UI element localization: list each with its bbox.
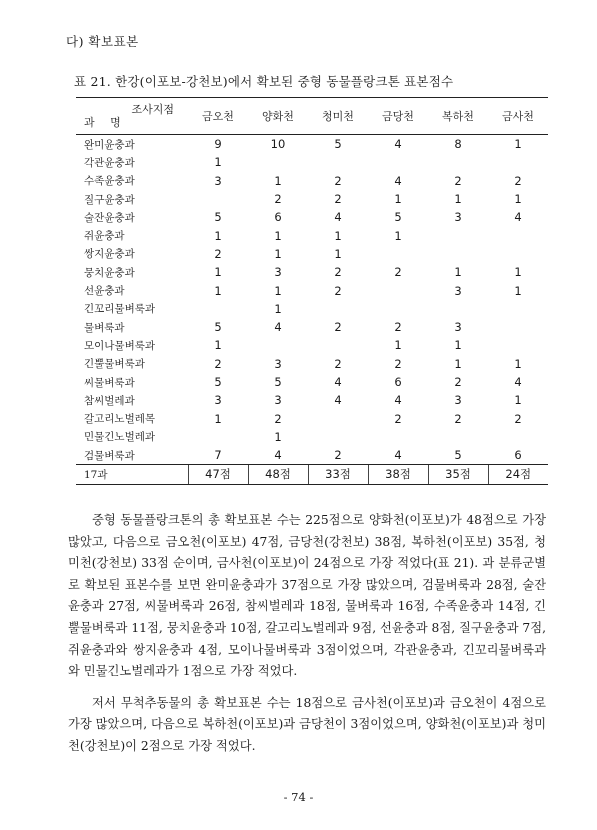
table-total-row <box>76 465 548 484</box>
body-text <box>68 510 546 758</box>
table-row <box>76 355 548 373</box>
count-cell: 1 <box>214 338 222 353</box>
count-cell: 6 <box>514 448 522 463</box>
count-cell: 2 <box>334 265 342 280</box>
count-cell: 2 <box>394 356 402 371</box>
count-cell: 2 <box>454 173 462 188</box>
column-header: 금오천 <box>188 98 248 135</box>
count-cell: 4 <box>514 375 522 389</box>
count-cell: 2 <box>274 192 282 207</box>
paragraph: 중형 동물플랑크톤의 총 확보표본 수는 225점으로 양화천(이포보)가 48점으로 가장 많았고, 다음으로 금오천(이포보) 47점, 금당천(강천보) 38점, 복하천(이포보) 35점, 청미천(강천보) 33점 순이며, 금사천(이포보)이 24점으로 가장 적었다(표 21). 과 분류군별로 확보된 표본수를 보면 완미윤충과가 37점으로 가장 많았으며, 검물벼룩과 28점, 술잔윤충과 27점, 씨물벼룩과 26점, 참씨벌레과 18점, 물벼룩과 16점, 수족윤충과 14점, 긴뿔물벼룩과 11점, 뭉치윤충과 10점, 갈고리노벌레과 9점, 선윤충과 8점, 질구윤충과 7점, 쥐윤충과와 쌍지윤충과 4점, 모이나물벼룩과 3점이었으며, 각관윤충과, 긴꼬리물벼룩과와 민물긴노벌레과가 1점으로 가장 적었다. <box>68 513 546 679</box>
table-row <box>76 336 548 354</box>
count-cell: 5 <box>214 320 222 335</box>
count-cell <box>488 226 548 244</box>
count-cell: 1 <box>214 228 222 243</box>
count-cell: 1 <box>514 265 522 280</box>
count-cell: 9 <box>214 137 222 152</box>
count-cell: 2 <box>514 173 522 188</box>
count-cell: 3 <box>454 210 462 225</box>
family-name-cell: 완미윤충과 <box>84 138 135 151</box>
family-name-cell: 술잔윤충과 <box>84 211 135 224</box>
total-label-cell: 17과 <box>76 465 188 484</box>
count-cell <box>188 190 248 208</box>
count-cell: 1 <box>514 137 522 152</box>
count-cell: 4 <box>394 173 402 188</box>
total-value-cell: 24점 <box>488 465 548 484</box>
count-cell: 1 <box>454 192 462 207</box>
count-cell <box>248 153 308 171</box>
count-cell: 10 <box>270 137 286 152</box>
count-cell: 1 <box>274 228 282 243</box>
count-cell: 2 <box>334 173 342 188</box>
corner-header-site: 조사지점 <box>131 103 174 116</box>
count-cell: 2 <box>214 246 222 261</box>
count-cell: 1 <box>514 356 522 371</box>
count-cell: 2 <box>214 356 222 371</box>
family-name-cell: 쌍지윤충과 <box>84 248 135 261</box>
family-name-cell: 모이나물벼룩과 <box>84 339 156 352</box>
count-cell: 3 <box>274 356 282 371</box>
table-row <box>76 190 548 208</box>
count-cell <box>188 300 248 318</box>
table-row <box>76 428 548 446</box>
family-name-cell: 씨물벼룩과 <box>84 376 135 389</box>
count-cell: 1 <box>454 338 462 353</box>
section-title: 다) 확보표본 <box>66 34 139 49</box>
count-cell: 1 <box>274 173 282 188</box>
count-cell <box>368 300 428 318</box>
table-row <box>76 208 548 226</box>
count-cell: 2 <box>454 411 462 426</box>
count-cell: 5 <box>274 375 282 389</box>
count-cell: 2 <box>334 192 342 207</box>
table-row <box>76 281 548 299</box>
count-cell <box>488 300 548 318</box>
count-cell <box>368 153 428 171</box>
count-cell <box>368 281 428 299</box>
count-cell: 3 <box>454 320 462 335</box>
count-cell <box>428 245 488 263</box>
specimen-table <box>76 97 548 485</box>
count-cell: 6 <box>394 375 402 389</box>
count-cell: 1 <box>274 283 282 298</box>
table-row <box>76 318 548 336</box>
column-header: 청미천 <box>308 98 368 135</box>
count-cell: 4 <box>394 137 402 152</box>
family-name-cell: 참씨벌레과 <box>84 394 135 407</box>
column-header: 복하천 <box>428 98 488 135</box>
count-cell: 1 <box>394 338 402 353</box>
family-name-cell: 긴뿔물벼룩과 <box>84 358 145 371</box>
count-cell <box>488 245 548 263</box>
count-cell <box>428 428 488 446</box>
family-name-cell: 선윤충과 <box>84 285 125 298</box>
count-cell <box>428 226 488 244</box>
count-cell: 7 <box>214 448 222 463</box>
count-cell: 2 <box>514 411 522 426</box>
count-cell <box>368 245 428 263</box>
paragraph: 저서 무척추동물의 총 확보표본 수는 18점으로 금사천(이포보)과 금오천이 4점으로 가장 많았으며, 다음으로 복하천(이포보)과 금당천이 3점이었으며, 양화천(이포보)과 청미천(강천보)이 2점으로 가장 적었다. <box>68 695 546 753</box>
family-name-cell: 긴꼬리물벼룩과 <box>84 303 156 316</box>
count-cell: 2 <box>394 265 402 280</box>
family-name-cell: 수족윤충과 <box>84 175 135 188</box>
count-cell: 4 <box>394 393 402 408</box>
table-row <box>76 391 548 409</box>
table-row <box>76 409 548 427</box>
count-cell: 4 <box>514 210 522 225</box>
table-row <box>76 263 548 281</box>
family-name-cell: 쥐윤충과 <box>84 230 125 243</box>
family-name-cell: 물벼룩과 <box>84 321 125 334</box>
count-cell <box>308 428 368 446</box>
count-cell: 1 <box>334 228 342 243</box>
family-name-cell: 질구윤충과 <box>84 193 135 206</box>
count-cell: 4 <box>274 448 282 463</box>
count-cell: 3 <box>214 173 222 188</box>
count-cell: 1 <box>454 356 462 371</box>
count-cell: 3 <box>274 393 282 408</box>
count-cell <box>428 153 488 171</box>
count-cell: 1 <box>514 393 522 408</box>
total-value-cell: 47점 <box>188 465 248 484</box>
page-number: - 74 - <box>283 790 314 804</box>
count-cell: 2 <box>334 448 342 463</box>
count-cell: 2 <box>454 375 462 389</box>
table-row <box>76 373 548 391</box>
table-row <box>76 446 548 465</box>
count-cell <box>188 428 248 446</box>
count-cell: 3 <box>214 393 222 408</box>
count-cell <box>488 153 548 171</box>
corner-header-family: 과 명 <box>84 116 127 129</box>
count-cell: 1 <box>214 155 222 170</box>
count-cell: 1 <box>214 265 222 280</box>
count-cell: 2 <box>334 320 342 335</box>
count-cell: 5 <box>334 137 342 152</box>
count-cell: 6 <box>274 210 282 225</box>
count-cell: 2 <box>394 411 402 426</box>
column-header: 양화천 <box>248 98 308 135</box>
table-row <box>76 245 548 263</box>
count-cell: 3 <box>454 283 462 298</box>
count-cell <box>488 428 548 446</box>
count-cell <box>488 318 548 336</box>
corner-header-cell <box>76 98 188 135</box>
table-row <box>76 172 548 190</box>
count-cell <box>308 153 368 171</box>
count-cell: 1 <box>394 192 402 207</box>
count-cell: 1 <box>214 411 222 426</box>
table-row <box>76 226 548 244</box>
count-cell: 5 <box>214 210 222 225</box>
count-cell: 5 <box>394 210 402 225</box>
count-cell <box>308 409 368 427</box>
count-cell: 8 <box>454 137 462 152</box>
count-cell: 4 <box>394 448 402 463</box>
total-value-cell: 38점 <box>368 465 428 484</box>
table-header-row <box>76 98 548 135</box>
table-row <box>76 135 548 154</box>
count-cell: 2 <box>334 283 342 298</box>
table-row <box>76 153 548 171</box>
count-cell: 1 <box>454 265 462 280</box>
count-cell: 1 <box>214 283 222 298</box>
column-header: 금당천 <box>368 98 428 135</box>
count-cell: 2 <box>334 356 342 371</box>
count-cell <box>428 300 488 318</box>
family-name-cell: 갈고리노벌레목 <box>84 413 156 426</box>
count-cell: 3 <box>274 265 282 280</box>
count-cell: 5 <box>454 448 462 463</box>
total-value-cell: 33점 <box>308 465 368 484</box>
count-cell: 1 <box>514 192 522 207</box>
count-cell: 2 <box>394 320 402 335</box>
total-value-cell: 35점 <box>428 465 488 484</box>
count-cell: 1 <box>334 246 342 261</box>
family-name-cell: 각관윤충과 <box>84 156 135 169</box>
family-name-cell: 검물벼룩과 <box>84 449 135 462</box>
count-cell: 1 <box>274 301 282 316</box>
count-cell: 3 <box>454 393 462 408</box>
table-caption: 표 21. 한강(이포보-강천보)에서 확보된 중형 동물플랑크톤 표본점수 <box>74 74 454 89</box>
count-cell: 5 <box>214 375 222 389</box>
count-cell <box>488 336 548 354</box>
total-value-cell: 48점 <box>248 465 308 484</box>
family-name-cell: 민물긴노벌레과 <box>84 431 156 444</box>
family-name-cell: 뭉치윤충과 <box>84 266 135 279</box>
count-cell: 4 <box>334 210 342 225</box>
count-cell: 2 <box>274 411 282 426</box>
count-cell <box>248 336 308 354</box>
count-cell <box>308 300 368 318</box>
count-cell <box>368 428 428 446</box>
count-cell: 4 <box>334 375 342 389</box>
count-cell: 4 <box>274 320 282 335</box>
table-row <box>76 300 548 318</box>
count-cell: 1 <box>274 246 282 261</box>
column-header: 금사천 <box>488 98 548 135</box>
count-cell: 1 <box>274 429 282 444</box>
count-cell: 1 <box>514 283 522 298</box>
count-cell: 1 <box>394 228 402 243</box>
count-cell: 4 <box>334 393 342 408</box>
count-cell <box>308 336 368 354</box>
